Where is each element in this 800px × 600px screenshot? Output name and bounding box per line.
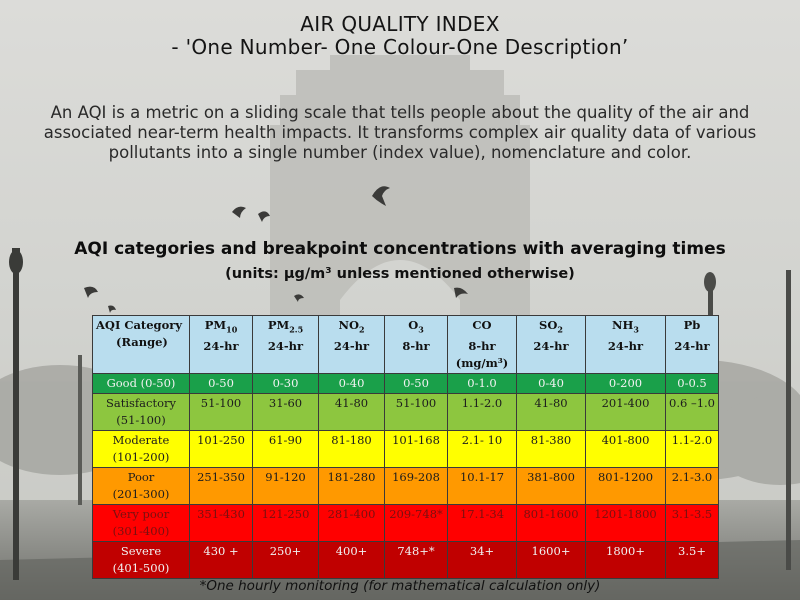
pollutant-symbol: NO bbox=[338, 318, 359, 332]
value-cell: 0-1.0 bbox=[448, 374, 517, 394]
value-cell: 2.1- 10 bbox=[448, 431, 517, 468]
value-cell: 0-40 bbox=[319, 374, 385, 394]
pollutant-symbol: PM bbox=[204, 318, 227, 332]
header-averaging-time: 8-hr bbox=[468, 339, 496, 354]
header-averaging-time: 24-hr bbox=[333, 339, 370, 354]
value-cell: 1.1-2.0 bbox=[666, 431, 719, 468]
table-row bbox=[93, 431, 719, 468]
header-pollutant-name bbox=[321, 317, 382, 338]
pollutant-subscript: 10 bbox=[226, 324, 238, 335]
value-cell: 1600+ bbox=[517, 542, 586, 579]
title-line-2: - 'One Number- One Colour-One Description’ bbox=[171, 35, 629, 59]
aqi-table bbox=[92, 315, 719, 579]
value-cell: 0-30 bbox=[253, 374, 319, 394]
category-range: (51-100) bbox=[116, 413, 166, 428]
header-averaging-time: 24-hr bbox=[607, 339, 644, 354]
value-cell: 34+ bbox=[448, 542, 517, 579]
table-row bbox=[93, 468, 719, 505]
value-cell: 3.5+ bbox=[666, 542, 719, 579]
value-cell: 10.1-17 bbox=[448, 468, 517, 505]
value-cell: 0.6 –1.0 bbox=[666, 394, 719, 431]
value-cell: 209-748* bbox=[385, 505, 448, 542]
value-cell: 801-1200 bbox=[586, 468, 666, 505]
value-cell: 400+ bbox=[319, 542, 385, 579]
category-name: Very poor bbox=[112, 507, 170, 522]
value-cell: 51-100 bbox=[190, 394, 253, 431]
category-cell bbox=[93, 542, 190, 579]
value-cell: 430 + bbox=[190, 542, 253, 579]
category-range: (301-400) bbox=[112, 524, 170, 539]
value-cell: 401-800 bbox=[586, 431, 666, 468]
header-pollutant-name bbox=[255, 317, 316, 338]
pollutant-subscript: 2 bbox=[557, 324, 563, 335]
value-cell: 81-380 bbox=[517, 431, 586, 468]
value-cell: 121-250 bbox=[253, 505, 319, 542]
header-averaging-time: 24-hr bbox=[533, 339, 569, 354]
header-pollutant bbox=[319, 316, 385, 374]
header-averaging-time: 8-hr bbox=[402, 339, 430, 354]
table-row bbox=[93, 394, 719, 431]
category-name: Severe bbox=[120, 544, 162, 559]
value-cell: 801-1600 bbox=[517, 505, 586, 542]
header-pollutant bbox=[253, 316, 319, 374]
header-unit-note: (mg/m³) bbox=[455, 356, 509, 371]
table-row bbox=[93, 542, 719, 579]
value-cell: 41-80 bbox=[319, 394, 385, 431]
category-name: Poor bbox=[127, 470, 155, 485]
pollutant-subscript: 3 bbox=[633, 324, 639, 335]
value-cell: 101-250 bbox=[190, 431, 253, 468]
header-averaging-time: 24-hr bbox=[267, 339, 304, 354]
value-cell: 201-400 bbox=[586, 394, 666, 431]
value-cell: 3.1-3.5 bbox=[666, 505, 719, 542]
pollutant-symbol: O bbox=[408, 318, 419, 332]
category-range: (201-300) bbox=[112, 487, 170, 502]
header-pollutant bbox=[385, 316, 448, 374]
header-pollutant bbox=[517, 316, 586, 374]
table-units: (units: µg/m³ unless mentioned otherwise) bbox=[225, 266, 575, 282]
value-cell: 91-120 bbox=[253, 468, 319, 505]
table-header-row bbox=[93, 316, 719, 374]
page-title bbox=[0, 13, 800, 59]
value-cell: 0-0.5 bbox=[666, 374, 719, 394]
category-name: Moderate bbox=[112, 433, 170, 448]
table-body bbox=[93, 374, 719, 579]
pollutant-symbol: SO bbox=[539, 318, 558, 332]
category-cell bbox=[93, 394, 190, 431]
value-cell: 0-200 bbox=[586, 374, 666, 394]
category-range: (101-200) bbox=[112, 450, 170, 465]
pollutant-symbol: PM bbox=[267, 318, 290, 332]
value-cell: 61-90 bbox=[253, 431, 319, 468]
table-title: AQI categories and breakpoint concentrations with averaging times bbox=[74, 239, 726, 259]
header-averaging-time: 24-hr bbox=[674, 339, 710, 354]
footnote: *One hourly monitoring (for mathematical calculation only) bbox=[199, 578, 601, 594]
header-pollutant-name bbox=[450, 317, 514, 338]
header-pollutant-name bbox=[668, 317, 716, 338]
header-pollutant bbox=[666, 316, 719, 374]
value-cell: 1201-1800 bbox=[586, 505, 666, 542]
category-name: Good (0-50) bbox=[106, 376, 176, 391]
pollutant-subscript: 2 bbox=[358, 324, 365, 335]
pollutant-symbol: CO bbox=[472, 318, 492, 332]
pollutant-subscript: 2.5 bbox=[289, 324, 304, 335]
value-cell: 251-350 bbox=[190, 468, 253, 505]
value-cell: 0-50 bbox=[190, 374, 253, 394]
category-name: Satisfactory bbox=[105, 396, 177, 411]
pollutant-subscript: 3 bbox=[418, 324, 424, 335]
header-pollutant bbox=[586, 316, 666, 374]
category-cell bbox=[93, 468, 190, 505]
header-category-range: (Range) bbox=[116, 335, 168, 349]
intro-paragraph: An AQI is a metric on a sliding scale that tells people about the quality of the air and associated near-term health impacts. It transforms complex air quality data of various pollutants into a single number (index value), nomenclature and color. bbox=[43, 103, 757, 162]
value-cell: 1800+ bbox=[586, 542, 666, 579]
header-pollutant bbox=[448, 316, 517, 374]
category-cell bbox=[93, 374, 190, 394]
value-cell: 31-60 bbox=[253, 394, 319, 431]
value-cell: 51-100 bbox=[385, 394, 448, 431]
pollutant-symbol: Pb bbox=[683, 318, 701, 332]
value-cell: 748+* bbox=[385, 542, 448, 579]
value-cell: 169-208 bbox=[385, 468, 448, 505]
table-row bbox=[93, 505, 719, 542]
header-pollutant-name bbox=[387, 317, 445, 338]
header-pollutant-name bbox=[588, 317, 663, 338]
header-pollutant-name bbox=[519, 317, 583, 338]
header-averaging-time: 24-hr bbox=[203, 339, 239, 354]
value-cell: 41-80 bbox=[517, 394, 586, 431]
header-category bbox=[93, 316, 190, 374]
table-row bbox=[93, 374, 719, 394]
header-pollutant bbox=[190, 316, 253, 374]
category-cell bbox=[93, 431, 190, 468]
value-cell: 181-280 bbox=[319, 468, 385, 505]
value-cell: 0-40 bbox=[517, 374, 586, 394]
value-cell: 351-430 bbox=[190, 505, 253, 542]
value-cell: 0-50 bbox=[385, 374, 448, 394]
value-cell: 250+ bbox=[253, 542, 319, 579]
value-cell: 81-180 bbox=[319, 431, 385, 468]
value-cell: 281-400 bbox=[319, 505, 385, 542]
value-cell: 1.1-2.0 bbox=[448, 394, 517, 431]
header-pollutant-name bbox=[192, 317, 250, 338]
header-category-name: AQI Category bbox=[96, 318, 183, 332]
title-line-1: AIR QUALITY INDEX bbox=[300, 12, 500, 36]
category-range: (401-500) bbox=[112, 561, 170, 576]
value-cell: 2.1-3.0 bbox=[666, 468, 719, 505]
pollutant-symbol: NH bbox=[612, 318, 634, 332]
value-cell: 381-800 bbox=[517, 468, 586, 505]
value-cell: 17.1-34 bbox=[448, 505, 517, 542]
value-cell: 101-168 bbox=[385, 431, 448, 468]
category-cell bbox=[93, 505, 190, 542]
